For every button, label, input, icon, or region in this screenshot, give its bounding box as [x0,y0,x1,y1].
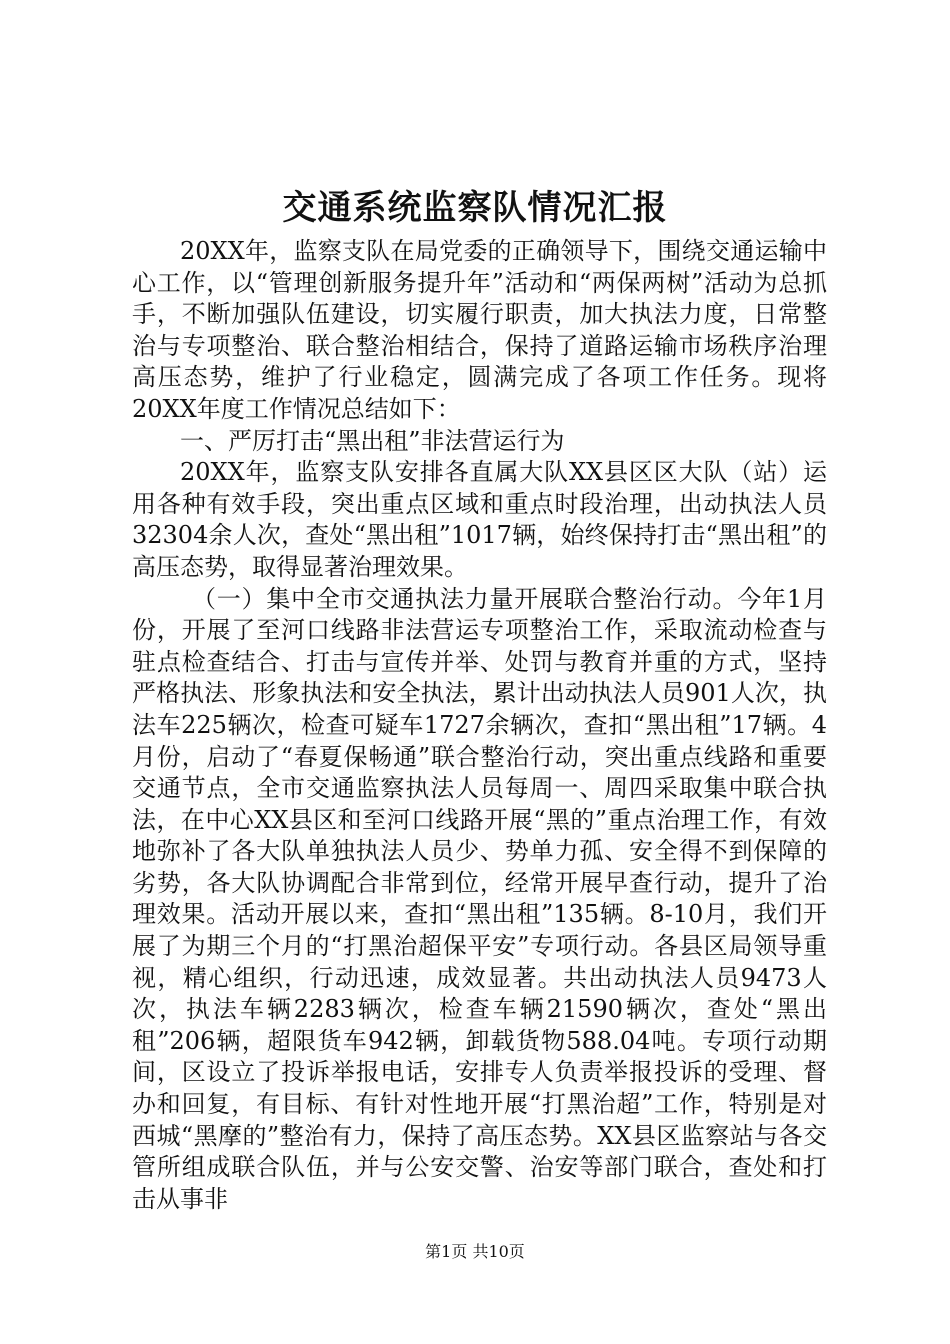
paragraph-intro: 20XX年，监察支队在局党委的正确领导下，围绕交通运输中心工作，以“管理创新服务提升年”活动和“两保两树”活动为总抓手，不断加强队伍建设，切实履行职责，加大执法力度，日常整治与专项整治、联合整治相结合，保持了道路运输市场秩序治理高压态势，维护了行业稳定，圆满完成了各项工作任务。现将20XX年度工作情况总结如下： [132,237,827,423]
section-heading: 一、严厉打击“黑出租”非法营运行为 [180,426,565,455]
page-footer: 第1页 共10页 [425,1242,525,1261]
paragraph-section-summary: 20XX年，监察支队安排各直属大队XX县区区大队（站）运用各种有效手段，突出重点区域和重点时段治理，出动执法人员32304余人次，查处“黑出租”1017辆，始终保持打击“黑出租”的高压态势，取得显著治理效果。 [132,458,827,581]
document-title: 交通系统监察队情况汇报 [282,188,668,228]
paragraph-subsection-one: （一）集中全市交通执法力量开展联合整治行动。今年1月份，开展了至河口线路非法营运专项整治工作，采取流动检查与驻点检查结合、打击与宣传并举、处罚与教育并重的方式，坚持严格执法、形象执法和安全执法，累计出动执法人员901人次，执法车225辆次，检查可疑车1727余辆次，查扣“黑出租”17辆。4月份，启动了“春夏保畅通”联合整治行动，突出重点线路和重要交通节点，全市交通监察执法人员每周一、周四采取集中联合执法，在中心XX县区和至河口线路开展“黑的”重点治理工作，有效地弥补了各大队单独执法人员少、势单力孤、安全得不到保障的劣势，各大队协调配合非常到位，经常开展早查行动，提升了治理效果。活动开展以来，查扣“黑出租”135辆。8-10月，我们开展了为期三个月的“打黑治超保平安”专项行动。各县区局领导重视，精心组织，行动迅速，成效显著。共出动执法人员9473人次，执法车辆2283辆次，检查车辆21590辆次，查处“黑出租”206辆，超限货车942辆，卸载货物588.04吨。专项行动期间，区设立了投诉举报电话，安排专人负责举报投诉的受理、督办和回复，有目标、有针对性地开展“打黑治超”工作，特别是对西城“黑摩的”整治有力，保持了高压态势。XX县区监察站与各交管所组成联合队伍，并与公安交警、治安等部门联合，查处和打击从事非 [132,584,827,1213]
document-body [132,236,827,1215]
